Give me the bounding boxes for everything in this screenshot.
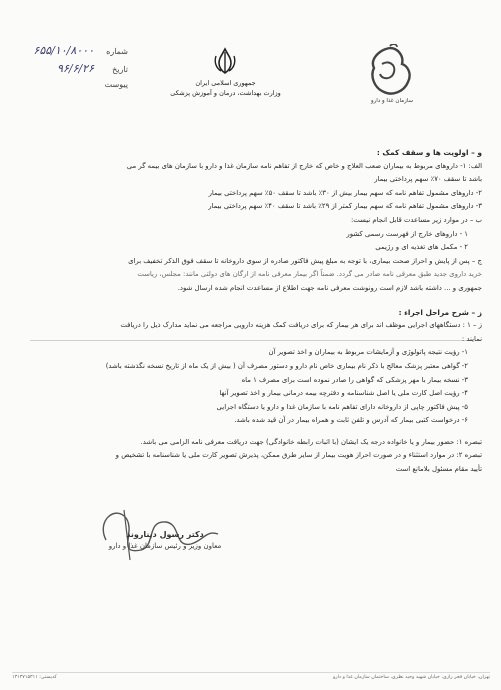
list-item: ۲- گواهی معتبر پزشک معالج با ذکر نام بیماری خاص نام دارو و دستور مصرف آن ( بیش از یک ماه از تاریخ نسخه نگذشته باشد): [105, 361, 468, 370]
body-line: ز – ۱ : دستگاههای اجرایی موظف اند برای هر بیمار که برای دریافت کمک هزینه دارویی مراجعه می نماید مدارک ذیل را دریافت: [120, 321, 482, 330]
number-label: شماره: [106, 47, 128, 56]
signatory-name: دکتر رسول دیناروند: [126, 530, 204, 539]
body-line: ۳- داروهای مشمول تفاهم نامه که سهم بیمار کمتر از ۲۹٪ باشد تا سقف ۴۰٪ سهم پرداختی بیمار: [208, 202, 482, 211]
fda-logo-icon: [364, 44, 416, 98]
note-line: تأیید مقام مسئول بلامانع است: [395, 465, 482, 474]
date-value: ۹۶/۶/۲۶: [57, 62, 94, 75]
section-title: و – اولویت ها و سقف کمک :: [376, 148, 482, 157]
body-line: ۱ - داروهای خارج از فهرست رسمی کشور: [346, 229, 468, 238]
meta-number-row: [8, 44, 128, 62]
ministry-heading: [168, 78, 283, 98]
letter-meta: [8, 44, 128, 98]
signatory-title: معاون وزیر و رئیس سازمان غذا و دارو: [108, 542, 222, 550]
body-line: ب – در موارد زیر مساعدت قابل انجام نیست:: [350, 215, 482, 224]
list-item: ۱- رؤیت نتیجه پاتولوژی و آزمایشات مربوط به بیماران و اخذ تصویر آن: [268, 348, 468, 357]
list-item: ۵- پیش فاکتور چاپی از داروخانه دارای تفاهم نامه با سازمان غذا و دارو یا دستگاه اجرایی: [216, 402, 468, 411]
letter-body: [22, 146, 482, 477]
body-line: نمایند :: [461, 334, 482, 343]
body-line: ج – پس از پایش و احراز صحت بیماری، با توجه به مبلغ پیش فاکتور صادره از سوی داروخانه تا سقف فوق الذکر تخفیف برای: [128, 256, 482, 265]
number-value: ۶۵۵/۱۰/۸۰۰۰: [33, 44, 94, 57]
footer-address: تهران، خیابان فخر رازی، خیابان شهید وحید نظری، ساختمان سازمان غذا و دارو: [332, 675, 490, 680]
footer: [12, 672, 490, 685]
ministry-line-1: جمهوری اسلامی ایران: [195, 79, 256, 87]
section-title: ز – شرح مراحل اجراء :: [398, 307, 482, 317]
body-line: خرید داروی جدید طبق معرفی نامه صادر می گردد. ضمناً اگر بیمار معرفی نامه از ارگان های دولتی مانند: مجلس، ریاست: [137, 270, 482, 279]
body-line: باشد تا سقف ۷۰٪ سهم پرداختی بیمار: [374, 175, 482, 184]
body-line: جمهوری و ... داشته باشد لازم است رونوشت معرفی نامه جهت اطلاع از مساعدت انجام شده ارسال شود.: [177, 283, 482, 292]
body-line: ۲ - مکمل های تغذیه ای و رژیمی: [375, 243, 468, 252]
footer-postal: کدپستی: ۱۳۱۴۷۱۵۳۱۱: [12, 675, 57, 680]
signature-block: [100, 530, 230, 550]
iran-emblem-icon: [210, 46, 240, 76]
note-line: تبصره ۲: در موارد استثناء و در صورت احراز هویت بیمار از سایر طرق ممکن، پذیرش تصویر کارت ملی یا شناسنامه با تشخیص و: [115, 451, 482, 460]
attachment-label: پیوست: [104, 80, 128, 89]
date-label: تاریخ: [112, 65, 128, 74]
meta-date-row: [8, 62, 128, 80]
list-item: ۶- درخواست کتبی بیمار که آدرس و تلفن ثابت و همراه بیمار در آن قید شده باشد.: [234, 416, 468, 425]
org-name: سازمان غذا و دارو: [370, 98, 414, 104]
body-line: الف: ۱- داروهای مربوط به بیماران صعب العلاج و خاص که خارج از تفاهم نامه سازمان غذا و دارو با سازمان های بیمه گر می: [126, 161, 482, 170]
note-line: تبصره ۱: حضور بیمار و یا خانواده درجه یک ایشان (با اثبات رابطه خانوادگی) جهت دریافت معرفی نامه الزامی می باشد.: [140, 437, 482, 446]
body-line: ۲- داروهای مشمول تفاهم نامه که سهم بیمار بیش از ۳۰٪ باشد تا سقف ۵۰٪ سهم پرداختی بیمار: [208, 188, 482, 197]
list-item: ۴- رؤیت اصل کارت ملی یا اصل شناسنامه و دفترچه بیمه درمانی بیمار و اخذ تصویر آنها: [219, 389, 468, 398]
ministry-line-2: وزارت بهداشت، درمان و آموزش پزشکی: [170, 89, 281, 97]
meta-attach-row: [8, 80, 128, 98]
list-item: ۳- نسخه بیمار با مهر پزشکی که گواهی را صادر نموده است برای مصرف ۱ ماه: [241, 375, 468, 384]
